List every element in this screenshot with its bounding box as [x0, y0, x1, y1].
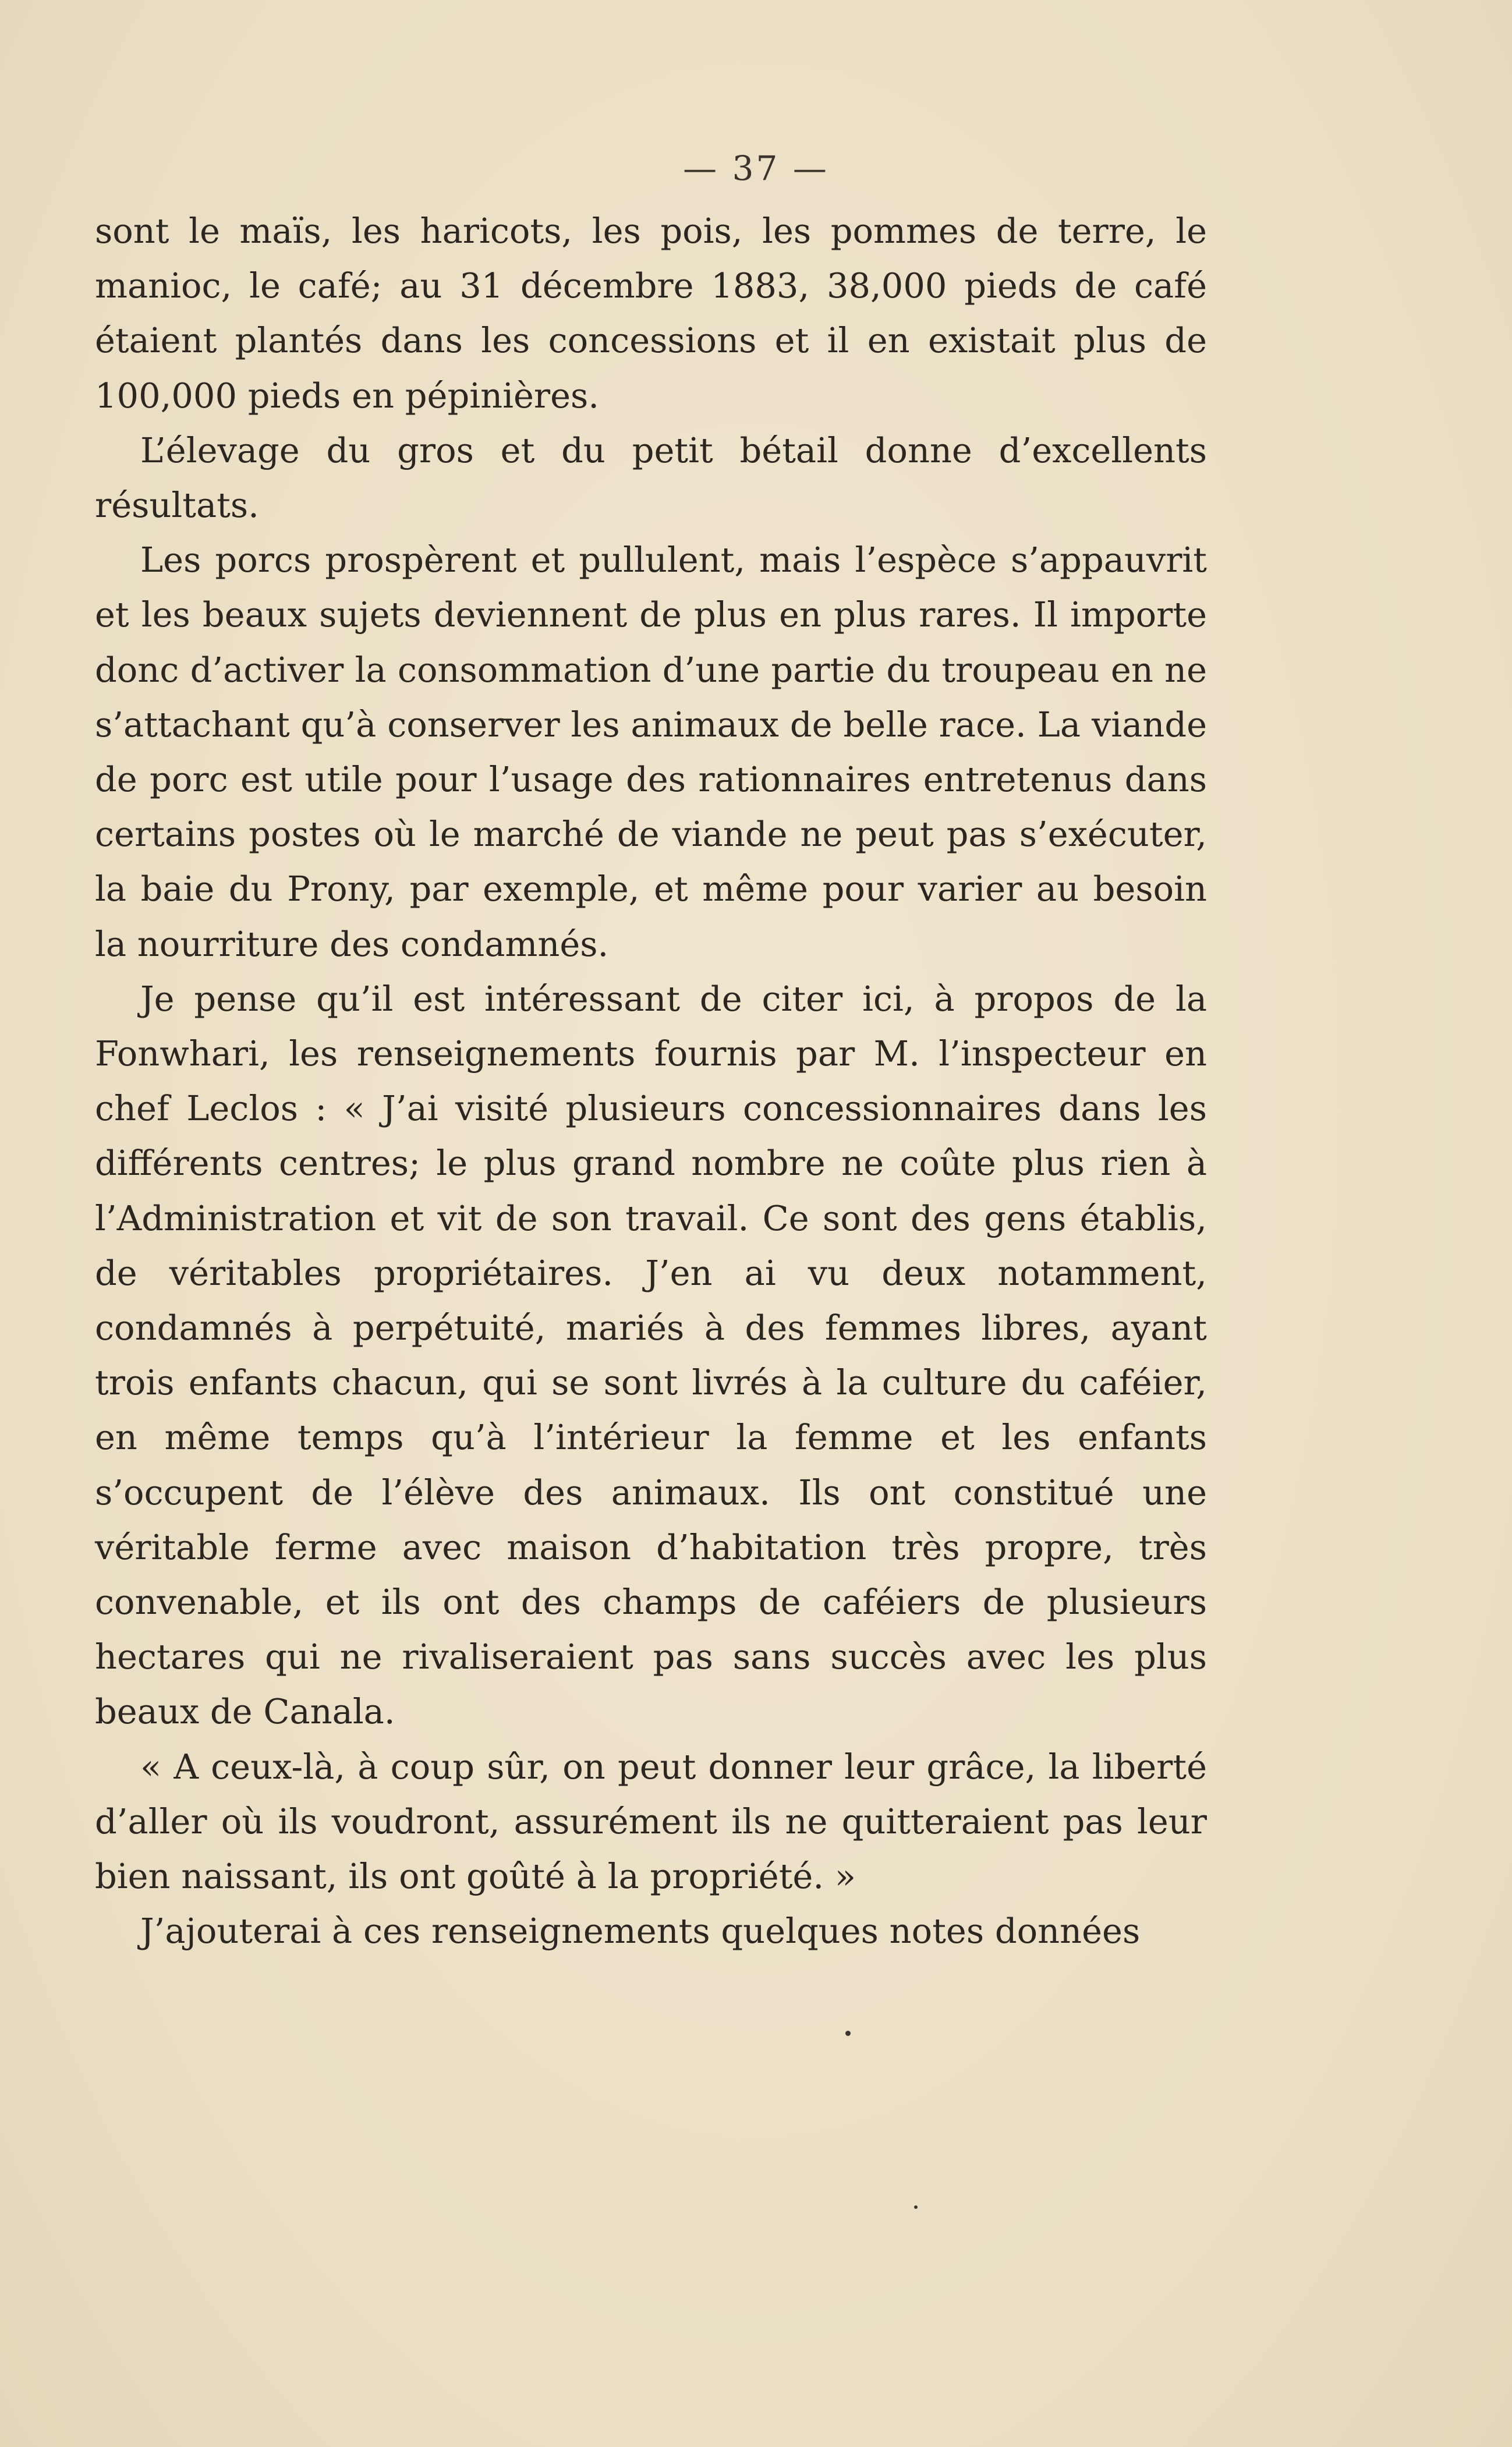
- paragraph-pigs: Les porcs prospèrent et pullulent, mais l’espèce s’appauvrit et les beaux sujets deviennent de plus en plus rares. Il importe donc d’activer la consommation d’une partie du troupeau en ne s’attachant qu’à conserver les animaux de belle race. La viande de porc est utile pour l’usage des rationnaires entretenus dans certains postes où le marché de viande ne peut pas s’exécuter, la baie du Prony, par exemple, et même pour varier au besoin la nourriture des condamnés.: [95, 540, 1207, 964]
- paragraph-closing: J’ajouterai à ces renseignements quelques notes données: [140, 1911, 1141, 1952]
- ink-speck: [845, 2031, 851, 2036]
- paragraph-inspector-quote: Je pense qu’il est intéressant de citer ici, à propos de la Fonwhari, les renseignements fournis par M. l’inspecteur en chef Leclos : « J’ai visité plusieurs concessionnaires dans les différents centres; le plus grand nombre ne coûte plus rien à l’Administration et vit de son travail. Ce sont des gens établis, de véritables propriétaires. J’en ai vu deux notamment, condamnés à perpétuité, mariés à des femmes libres, ayant trois enfants chacun, qui se sont livrés à la culture du caféier, en même temps qu’à l’intérieur la femme et les enfants s’occupent de l’élève des animaux. Ils ont constitué une véritable ferme avec maison d’habitation très propre, très convenable, et ils ont des champs de caféiers de plusieurs hectares qui ne rivaliseraient pas sans succès avec les plus beaux de Canala.: [95, 978, 1207, 1732]
- paragraph-livestock: L’élevage du gros et du petit bétail donne d’excellents résultats.: [95, 430, 1207, 526]
- ink-speck: [914, 2205, 918, 2209]
- page-number: — 37 —: [683, 148, 829, 188]
- paragraph-crops: sont le maïs, les haricots, les pois, les pommes de terre, le manioc, le café; au 31 décembre 1883, 38,000 pieds de café étaient plantés dans les concessions et il en existait plus de 100,000 pieds en pépinières.: [95, 211, 1207, 416]
- paragraph-quote-conclusion: « A ceux-là, à coup sûr, on peut donner leur grâce, la liberté d’aller où ils voudront, assurément ils ne quitteraient pas leur bien naissant, ils ont goûté à la propriété. »: [95, 1746, 1207, 1897]
- body-text: [95, 204, 1207, 1959]
